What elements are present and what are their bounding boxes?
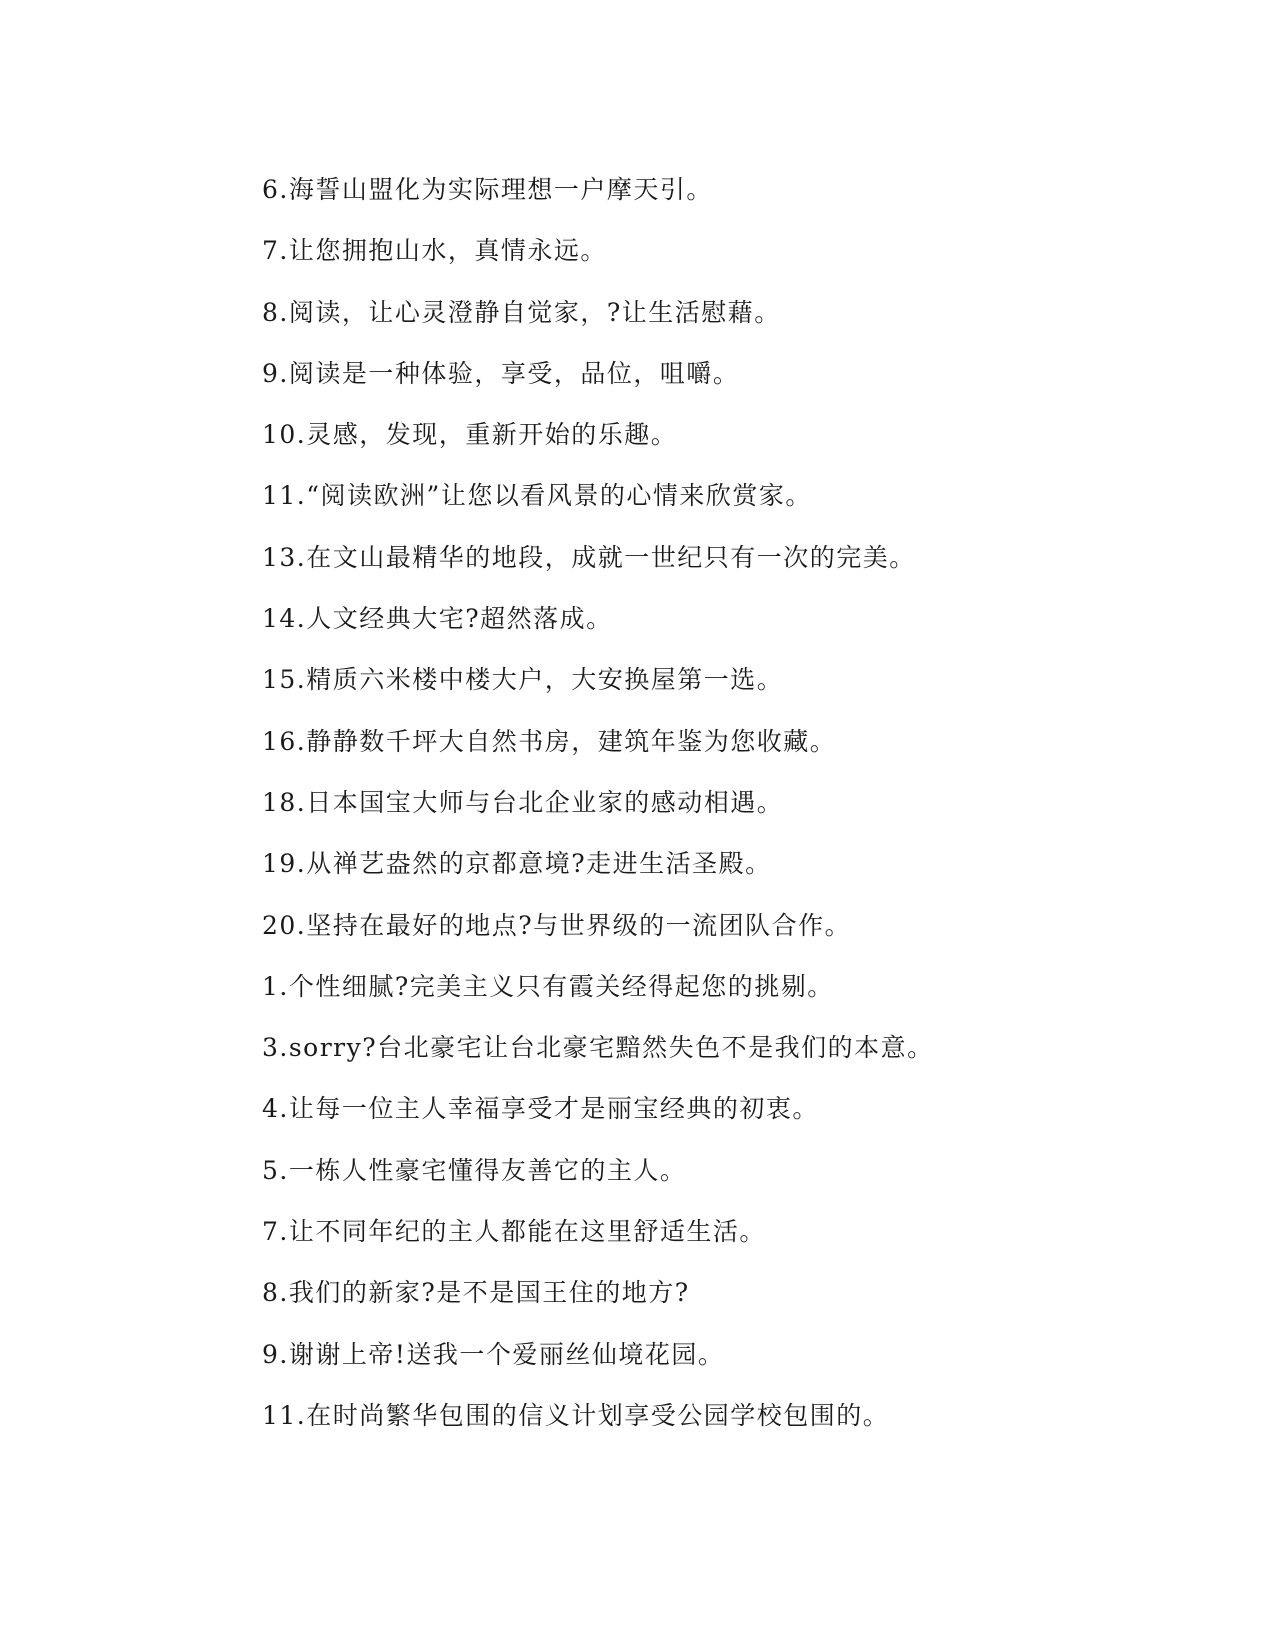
text-line: 18.日本国宝大师与台北企业家的感动相遇。 xyxy=(262,787,784,817)
text-line: 10.灵感，发现，重新开始的乐趣。 xyxy=(262,420,678,450)
text-line: 15.精质六米楼中楼大户，大安换屋第一选。 xyxy=(262,665,784,695)
text-line: 9.阅读是一种体验，享受，品位，咀嚼。 xyxy=(262,358,740,388)
text-line: 4.让每一位主人幸福享受才是丽宝经典的初衷。 xyxy=(262,1094,819,1124)
text-line: 20.坚持在最好的地点?与世界级的一流团队合作。 xyxy=(262,910,852,940)
text-line: 8.我们的新家?是不是国王住的地方? xyxy=(262,1278,690,1308)
text-line: 6.海誓山盟化为实际理想一户摩天引。 xyxy=(262,175,713,204)
text-line: 14.人文经典大宅?超然落成。 xyxy=(262,604,613,634)
text-line: 16.静静数千坪大自然书房，建筑年鉴为您收藏。 xyxy=(262,726,837,756)
text-line: 7.让您拥抱山水，真情永远。 xyxy=(262,236,607,266)
text-line: 5.一栋人性豪宅懂得友善它的主人。 xyxy=(262,1155,687,1185)
text-line: 3.sorry?台北豪宅让台北豪宅黯然失色不是我们的本意。 xyxy=(262,1033,934,1063)
text-line: 9.谢谢上帝!送我一个爱丽丝仙境花园。 xyxy=(262,1339,725,1369)
text-line: 13.在文山最精华的地段，成就一世纪只有一次的完美。 xyxy=(262,542,916,572)
text-line: 8.阅读，让心灵澄静自觉家，?让生活慰藉。 xyxy=(262,297,781,327)
text-line: 1.个性细腻?完美主义只有霞关经得起您的挑剔。 xyxy=(262,971,834,1001)
slogan-list xyxy=(262,170,1022,1457)
text-line: 11.“阅读欧洲”让您以看风景的心情来欣赏家。 xyxy=(262,481,812,511)
text-line: 7.让不同年纪的主人都能在这里舒适生活。 xyxy=(262,1217,766,1247)
text-line: 11.在时尚繁华包围的信义计划享受公园学校包围的。 xyxy=(262,1400,890,1430)
text-line: 19.从禅艺盎然的京都意境?走进生活圣殿。 xyxy=(262,849,772,879)
